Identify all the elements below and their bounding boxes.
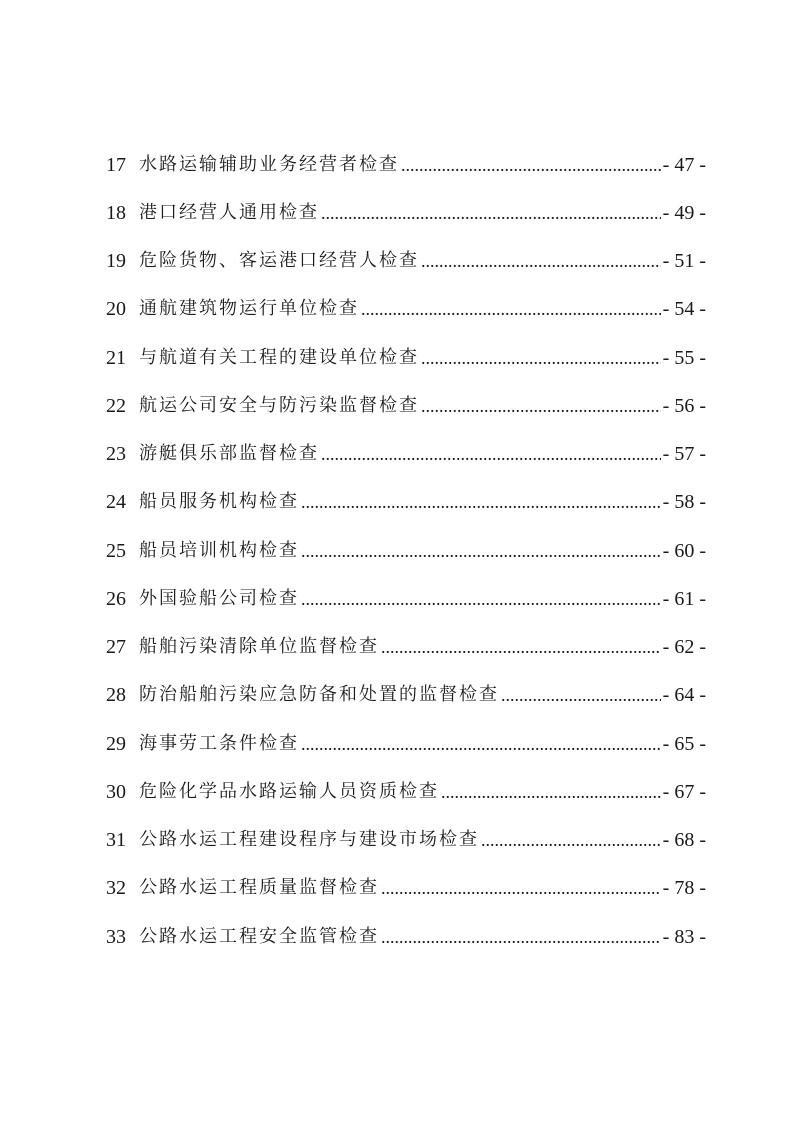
- toc-entry-title: 船舶污染清除单位监督检查: [139, 636, 379, 657]
- toc-dot-leader: [421, 394, 661, 418]
- toc-entry-number: 28: [106, 684, 126, 706]
- toc-entry-page: - 56 -: [662, 395, 706, 417]
- toc-entry-title: 游艇俱乐部监督检查: [139, 443, 319, 464]
- toc-entry-title: 海事劳工条件检查: [139, 733, 299, 754]
- toc-entry-title: 船员培训机构检查: [139, 540, 299, 561]
- toc-entry-page: - 55 -: [662, 347, 706, 369]
- toc-entry-title: 航运公司安全与防污染监督检查: [139, 395, 419, 416]
- toc-entry-page: - 47 -: [662, 154, 706, 176]
- toc-entry-page: - 54 -: [662, 298, 706, 320]
- toc-dot-leader: [321, 201, 661, 225]
- toc-entry[interactable]: [106, 289, 706, 321]
- toc-entry-title: 与航道有关工程的建设单位检查: [139, 347, 419, 368]
- toc-entry-number: 24: [106, 491, 126, 513]
- toc-dot-leader: [301, 587, 661, 611]
- toc-dot-leader: [301, 539, 661, 563]
- toc-dot-leader: [421, 249, 661, 273]
- toc-entry-page: - 60 -: [662, 540, 706, 562]
- toc-entry[interactable]: [106, 917, 706, 949]
- toc-entry-title: 公路水运工程质量监督检查: [139, 877, 379, 898]
- toc-dot-leader: [381, 925, 661, 949]
- toc-entry-title: 公路水运工程安全监管检查: [139, 926, 379, 947]
- toc-dot-leader: [481, 828, 661, 852]
- toc-entry[interactable]: [106, 482, 706, 514]
- toc-entry-page: - 51 -: [662, 250, 706, 272]
- toc-entry-number: 21: [106, 347, 126, 369]
- toc-entry[interactable]: [106, 531, 706, 563]
- toc-entry-title: 危险化学品水路运输人员资质检查: [139, 781, 439, 802]
- toc-entry-title: 水路运输辅助业务经营者检查: [139, 154, 399, 175]
- toc-dot-leader: [501, 683, 661, 707]
- toc-dot-leader: [381, 635, 661, 659]
- toc-entry-page: - 57 -: [662, 443, 706, 465]
- toc-dot-leader: [321, 442, 661, 466]
- toc-entry-page: - 68 -: [662, 829, 706, 851]
- toc-entry-page: - 58 -: [662, 491, 706, 513]
- toc-entry-number: 22: [106, 395, 126, 417]
- toc-entry-number: 17: [106, 154, 126, 176]
- toc-entry-number: 32: [106, 877, 126, 899]
- toc-entry-number: 30: [106, 781, 126, 803]
- toc-entry-page: - 83 -: [662, 926, 706, 948]
- toc-entry[interactable]: [106, 434, 706, 466]
- toc-entry-number: 20: [106, 298, 126, 320]
- toc-dot-leader: [421, 346, 661, 370]
- toc-dot-leader: [301, 490, 661, 514]
- toc-entry[interactable]: [106, 386, 706, 418]
- toc-dot-leader: [301, 732, 661, 756]
- toc-dot-leader: [401, 153, 661, 177]
- toc-entry-title: 公路水运工程建设程序与建设市场检查: [139, 829, 479, 850]
- toc-entry-page: - 78 -: [662, 877, 706, 899]
- toc-entry-title: 船员服务机构检查: [139, 491, 299, 512]
- toc-entry-page: - 62 -: [662, 636, 706, 658]
- toc-entry-page: - 64 -: [662, 684, 706, 706]
- toc-entry[interactable]: [106, 820, 706, 852]
- toc-entry-page: - 67 -: [662, 781, 706, 803]
- toc-entry-number: 18: [106, 202, 126, 224]
- toc-entry[interactable]: [106, 627, 706, 659]
- toc-entry[interactable]: [106, 772, 706, 804]
- toc-entry[interactable]: [106, 868, 706, 900]
- toc-entry-number: 27: [106, 636, 126, 658]
- toc-entry[interactable]: [106, 145, 706, 177]
- toc-dot-leader: [381, 876, 661, 900]
- toc-entry-title: 港口经营人通用检查: [139, 202, 319, 223]
- toc-entry-title: 通航建筑物运行单位检查: [139, 298, 359, 319]
- toc-entry-page: - 65 -: [662, 733, 706, 755]
- toc-entry-number: 31: [106, 829, 126, 851]
- toc-entry[interactable]: [106, 675, 706, 707]
- toc-entry-title: 危险货物、客运港口经营人检查: [139, 250, 419, 271]
- toc-entry-page: - 61 -: [662, 588, 706, 610]
- toc-dot-leader: [361, 297, 661, 321]
- toc-entry[interactable]: [106, 193, 706, 225]
- toc-entry-number: 19: [106, 250, 126, 272]
- toc-entry[interactable]: [106, 579, 706, 611]
- toc-entry-page: - 49 -: [662, 202, 706, 224]
- toc-entry-number: 25: [106, 540, 126, 562]
- toc-entry-title: 防治船舶污染应急防备和处置的监督检查: [139, 684, 499, 705]
- toc-entry[interactable]: [106, 338, 706, 370]
- toc-entry-number: 29: [106, 733, 126, 755]
- toc-entry[interactable]: [106, 724, 706, 756]
- toc-entry-title: 外国验船公司检查: [139, 588, 299, 609]
- toc-dot-leader: [441, 780, 661, 804]
- toc-entry-number: 23: [106, 443, 126, 465]
- toc-entry-number: 26: [106, 588, 126, 610]
- toc-entry[interactable]: [106, 241, 706, 273]
- toc-entry-number: 33: [106, 926, 126, 948]
